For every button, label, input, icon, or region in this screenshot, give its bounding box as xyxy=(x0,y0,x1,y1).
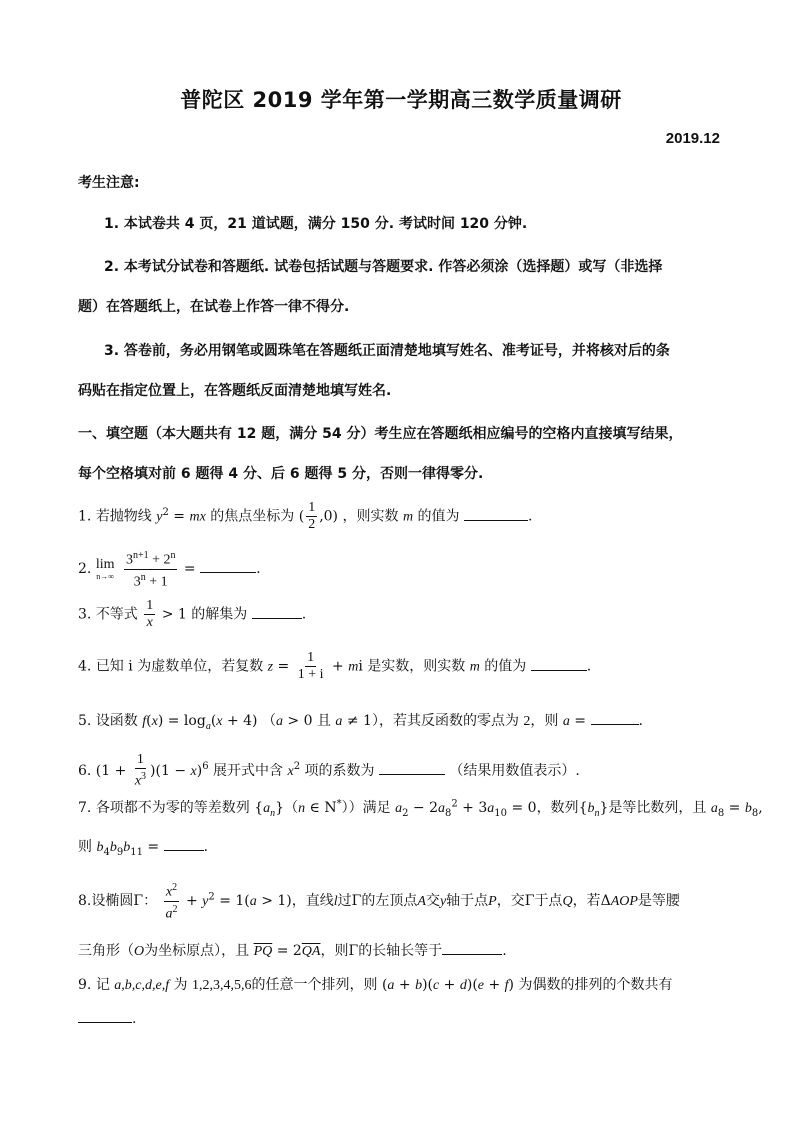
question-9-line2: . xyxy=(78,1010,136,1027)
question-1: 1. 若抛物线 $y^2$ = mx 的焦点坐标为 ( $\frac{1}{2}$ ,0) ，则实数 m 的值为 . xyxy=(78,500,533,532)
question-7: 7. 各项都不为零的等差数列 $\{a_n\}(n$ ∈ N*））满足 $a_2 - 2a_8^2 + 3a_{10} = 0$，数列$\{b_n\}$是等比数列，且 $a_8 = b_8$, xyxy=(78,798,763,819)
question-6: 6. (1 + $\frac{1}{x^3}$ )$(1 - x)^6$ 展开式中含 $x^2$ 项的系数为 （结果用数值表示）. xyxy=(78,752,580,789)
question-8: 8.设椭圆Γ： $\frac{x^2}{a^2}$ + $y^2 = 1(a > 1)$，直线l过Γ的左顶点A交y轴于点P，交Γ于点Q，若ΔAOP是等腰 xyxy=(78,882,680,922)
question-5: 5. 设函数 $f(x) = \log_a(x + 4) (a > 0$ 且 a ≠ 1），若其反函数的零点为 2，则 a = . xyxy=(78,713,643,732)
notice-item-2-line2: 题）在答题纸上，在试卷上作答一律不得分. xyxy=(78,299,350,315)
notice-item-1: 1. 本试卷共 4 页，21 道试题，满分 150 分. 考试时间 120 分钟. xyxy=(104,216,528,232)
section1-heading-line1: 一、填空题（本大题共有 12 题，满分 54 分）考生应在答题纸相应编号的空格内直接填写结果， xyxy=(78,426,683,442)
page-title: 普陀区 2019 学年第一学期高三数学质量调研 xyxy=(180,88,622,112)
notice-heading: 考生注意: xyxy=(78,175,140,191)
question-7-line2: 则 $b_4b_9b_{11}$ = . xyxy=(78,839,209,858)
notice-item-3-line2: 码贴在指定位置上，在答题纸反面清楚地填写姓名. xyxy=(78,383,392,399)
notice-item-2-line1: 2. 本考试分试卷和答题纸. 试卷包括试题与答题要求. 作答必须涂（选择题）或写（非选择 xyxy=(104,259,663,275)
question-8-line2: 三角形（O为坐标原点），且 $\overline{PQ} = 2\overline{QA}$，则Γ的长轴长等于 . xyxy=(78,943,507,959)
question-2: 2. lim n→∞ $\frac{3^{n+1} + 2^n}{3^n + 1}$ = . xyxy=(78,550,261,590)
question-3: 3. 不等式 $\frac{1}{x}$ > 1 的解集为 . xyxy=(78,598,307,630)
notice-item-3-line1: 3. 答卷前，务必用钢笔或圆珠笔在答题纸正面清楚地填写姓名、准考证号，并将核对后的条 xyxy=(104,343,670,359)
exam-date: 2019.12 xyxy=(665,130,720,147)
question-4: 4. 已知 i 为虚数单位，若复数 z = $\frac{1}{1 + i}$ + mi 是实数，则实数 m 的值为 . xyxy=(78,650,592,682)
section1-heading-line2: 每个空格填对前 6 题得 4 分、后 6 题得 5 分，否则一律得零分. xyxy=(78,466,484,482)
question-9: 9. 记 a,b,c,d,e,f 为 1,2,3,4,5,6的任意一个排列，则 (a + b)(c + d)(e + f) 为偶数的排列的个数共有 xyxy=(78,977,673,993)
